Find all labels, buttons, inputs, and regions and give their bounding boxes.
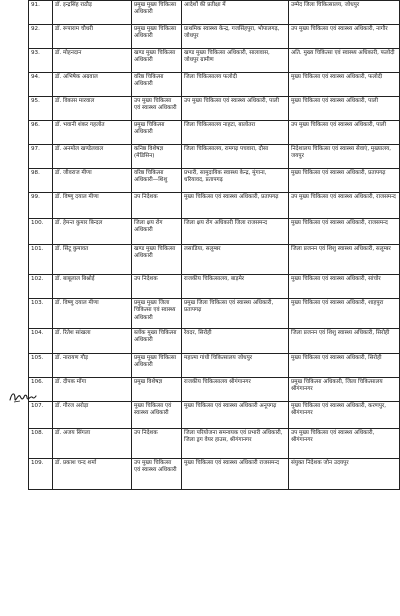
new-posting-cell: मुख्य चिकित्सा एवं स्वास्थ्य अधिकारी, सिरोही [289,354,400,378]
officer-name-cell: डॉ. विष्णु दयाल मीणा [53,193,132,219]
current-posting-cell: प्रभारी, सामुदायिक स्वास्थ्य केन्द्र, मुंगाना, धरियावद, प्रतापगढ़ [182,169,289,193]
designation-cell: प्रमुख मुख्य चिकित्सा अधिकारी [132,354,182,378]
serial-number-cell: 109. [29,459,53,490]
serial-number-cell: 96. [29,121,53,145]
serial-number-cell: 95. [29,97,53,121]
serial-number-cell: 97. [29,145,53,169]
current-posting-cell: राजकीय चिकित्सालय श्रीगंगानगर [182,378,289,402]
new-posting-cell: जिला प्रजनन एवं शिशु स्वास्थ्य अधिकारी, सलूम्बर [289,245,400,275]
designation-cell: उप निदेशक [132,193,182,219]
current-posting-cell: रेवदर, सिरोही [182,329,289,354]
new-posting-cell: उप मुख्य चिकित्सा एवं स्वास्थ्य अधिकारी, राजसमन्द [289,193,400,219]
table-row [29,354,400,378]
current-posting-cell: मुख्य चिकित्सा एवं स्वास्थ्य अधिकारी राजसमन्द [182,459,289,490]
officer-name-cell: डॉ. बाबूलाल बिश्नोई [53,275,132,299]
table-row [29,459,400,490]
new-posting-cell: मुख्य चिकित्सा एवं स्वास्थ्य अधिकारी, राजसमन्द [289,219,400,245]
new-posting-cell: उम्मेद जिला चिकित्सालय, जोधपुर [289,1,400,25]
new-posting-cell: मुख्य चिकित्सा एवं स्वास्थ्य अधिकारी, शाहपुरा [289,299,400,329]
current-posting-cell: जिला चिकित्सालय फलोदी [182,73,289,97]
new-posting-cell: उप मुख्य चिकित्सा एवं स्वास्थ्य अधिकारी, पाली [289,121,400,145]
designation-cell: ब्लॉक मुख्य चिकित्सा अधिकारी [132,329,182,354]
officer-name-cell: डॉ. विष्णु दयाल मीणा [53,299,132,329]
serial-number-cell: 105. [29,354,53,378]
officer-name-cell: डॉ. दीपक मोंगा [53,378,132,402]
serial-number-cell: 94. [29,73,53,97]
serial-number-cell: 91. [29,1,53,25]
designation-cell: उप निदेशक [132,429,182,459]
table-body [29,1,400,490]
designation-cell: उप मुख्य चिकित्सा एवं स्वास्थ्य अधिकारी [132,459,182,490]
designation-cell: खण्ड मुख्य चिकित्सा अधिकारी [132,245,182,275]
officer-name-cell: डॉ. रूपाराम चौधरी [53,25,132,49]
serial-number-cell: 103. [29,299,53,329]
serial-number-cell: 100. [29,219,53,245]
new-posting-cell: उप मुख्य चिकित्सा एवं स्वास्थ्य अधिकारी, नागौर [289,25,400,49]
table-row [29,219,400,245]
serial-number-cell: 108. [29,429,53,459]
serial-number-cell: 98. [29,169,53,193]
serial-number-cell: 93. [29,49,53,73]
new-posting-cell: निदेशालय चिकित्सा एवं स्वास्थ्य सेवाएं, मुख्यालय, जयपुर [289,145,400,169]
designation-cell: खण्ड मुख्य चिकित्सा अधिकारी [132,49,182,73]
signature-mark [8,388,38,406]
officer-name-cell: डॉ. अनमोल खण्डेलवाल [53,145,132,169]
officer-name-cell: डॉ. नारायण गौड़ [53,354,132,378]
table-row [29,378,400,402]
officer-name-cell: डॉ. सिंटू कुमावत [53,245,132,275]
new-posting-cell: प्रमुख चिकित्सा अधिकारी, जिला चिकित्सालय श्रीगंगानगर [289,378,400,402]
table-row [29,275,400,299]
new-posting-cell: अति. मुख्य चिकित्सा एवं स्वास्थ्य अधिकारी, फलोदी [289,49,400,73]
designation-cell: प्रमुख मुख्य चिकित्सा अधिकारी [132,25,182,49]
designation-cell: प्रमुख चिकित्सा अधिकारी [132,121,182,145]
table-row [29,97,400,121]
serial-number-cell: 92. [29,25,53,49]
officer-name-cell: डॉ. विकास मारवाल [53,97,132,121]
table-row [29,169,400,193]
officer-name-cell: डॉ. मोहनदान [53,49,132,73]
current-posting-cell: खण्ड मुख्य चिकित्सा अधिकारी, सालावास, जोधपुर ग्रामीण [182,49,289,73]
officer-name-cell: डॉ. हेमन्त कुमार बिन्दल [53,219,132,245]
table-row [29,145,400,169]
officer-name-cell: डॉ. अजय सिंगला [53,429,132,459]
table-row [29,49,400,73]
serial-number-cell: 102. [29,275,53,299]
current-posting-cell: लसाडिया, सलूम्बर [182,245,289,275]
designation-cell: जिला क्षय रोग अधिकारी [132,219,182,245]
table-row [29,299,400,329]
table-row [29,121,400,145]
serial-number-cell: 106. [29,378,53,402]
current-posting-cell: जिला परियोजना समन्वयक एवं प्रभारी अधिकारी, जिला ड्रग वेयर हाउस, श्रीगंगानगर [182,429,289,459]
designation-cell: प्रमुख विशेषज्ञ [132,378,182,402]
table-row [29,429,400,459]
new-posting-cell: संयुक्त निदेशक जोन उदयपुर [289,459,400,490]
serial-number-cell: 101. [29,245,53,275]
current-posting-cell: जिला चिकित्सालय, रामगढ़ पचवारा, दौसा [182,145,289,169]
designation-cell: मुख्य चिकित्सा एवं स्वास्थ्य अधिकारी [132,402,182,429]
table-row [29,329,400,354]
current-posting-cell: जिला क्षय रोग अधिकारी जिला राजसमन्द [182,219,289,245]
current-posting-cell: जिला चिकित्सालय नाहटा, बालोतरा [182,121,289,145]
serial-number-cell: 99. [29,193,53,219]
new-posting-cell: जिला प्रजनन एवं शिशु स्वास्थ्य अधिकारी, सिरोही [289,329,400,354]
officer-name-cell: डॉ. प्रकाश चन्द शर्मा [53,459,132,490]
officer-name-cell: डॉ. इन्द्रसिंह राठौड़ [53,1,132,25]
new-posting-cell: मुख्य चिकित्सा एवं स्वास्थ्य अधिकारी, फलोदी [289,73,400,97]
current-posting-cell: राजकीय चिकित्सालय, बाड़मेर [182,275,289,299]
designation-cell: वरिष्ठ चिकित्सा अधिकारी [132,73,182,97]
current-posting-cell: प्रमुख जिला चिकित्सा एवं स्वास्थ्य अधिकारी, प्रतापगढ़ [182,299,289,329]
officer-name-cell: डॉ. गौरज अरोड़ा [53,402,132,429]
new-posting-cell: मुख्य चिकित्सा एवं स्वास्थ्य अधिकारी, करणपुर, श्रीगंगानगर [289,402,400,429]
current-posting-cell: महात्मा गांधी चिकित्सालय जोधपुर [182,354,289,378]
new-posting-cell: मुख्य चिकित्सा एवं स्वास्थ्य अधिकारी, सांचोर [289,275,400,299]
new-posting-cell: उप मुख्य चिकित्सा एवं स्वास्थ्य अधिकारी, श्रीगंगानगर [289,429,400,459]
serial-number-cell: 104. [29,329,53,354]
designation-cell: कनिष्ठ विशेषज्ञ (मेडिसिन) [132,145,182,169]
officer-name-cell: डॉ. भवानी शंकर गहलोत [53,121,132,145]
table-row [29,402,400,429]
current-posting-cell: आदेशों की प्रतीक्षा में [182,1,289,25]
transfer-list-page [28,0,399,616]
current-posting-cell: उप मुख्य चिकित्सा एवं स्वास्थ्य अधिकारी, पाली [182,97,289,121]
current-posting-cell: प्राथमिक स्वास्थ्य केन्द्र, गजसिंहपुरा, भोपालगढ़, जोधपुर [182,25,289,49]
current-posting-cell: मुख्य चिकित्सा एवं स्वास्थ्य अधिकारी अनूपगढ़ [182,402,289,429]
officer-name-cell: डॉ. रितेश सांखला [53,329,132,354]
table-row [29,1,400,25]
officer-name-cell: डॉ. अभिषेक अग्रवाल [53,73,132,97]
new-posting-cell: मुख्य चिकित्सा एवं स्वास्थ्य अधिकारी, प्रतापगढ़ [289,169,400,193]
table-row [29,73,400,97]
table-row [29,245,400,275]
current-posting-cell: मुख्य चिकित्सा एवं स्वास्थ्य अधिकारी, प्रतापगढ़ [182,193,289,219]
designation-cell: उप मुख्य चिकित्सा एवं स्वास्थ्य अधिकारी [132,97,182,121]
transfer-table [28,0,400,490]
designation-cell: प्रमुख मुख्य जिला चिकित्सा एवं स्वास्थ्य अधिकारी [132,299,182,329]
serial-number-cell: 107. [29,402,53,429]
new-posting-cell: मुख्य चिकित्सा एवं स्वास्थ्य अधिकारी, पाली [289,97,400,121]
designation-cell: प्रमुख मुख्य चिकित्सा अधिकारी [132,1,182,25]
table-row [29,25,400,49]
designation-cell: उप निदेशक [132,275,182,299]
designation-cell: वरिष्ठ चिकित्सा अधिकारी—शिशु [132,169,182,193]
table-row [29,193,400,219]
officer-name-cell: डॉ. जीवराज मीणा [53,169,132,193]
